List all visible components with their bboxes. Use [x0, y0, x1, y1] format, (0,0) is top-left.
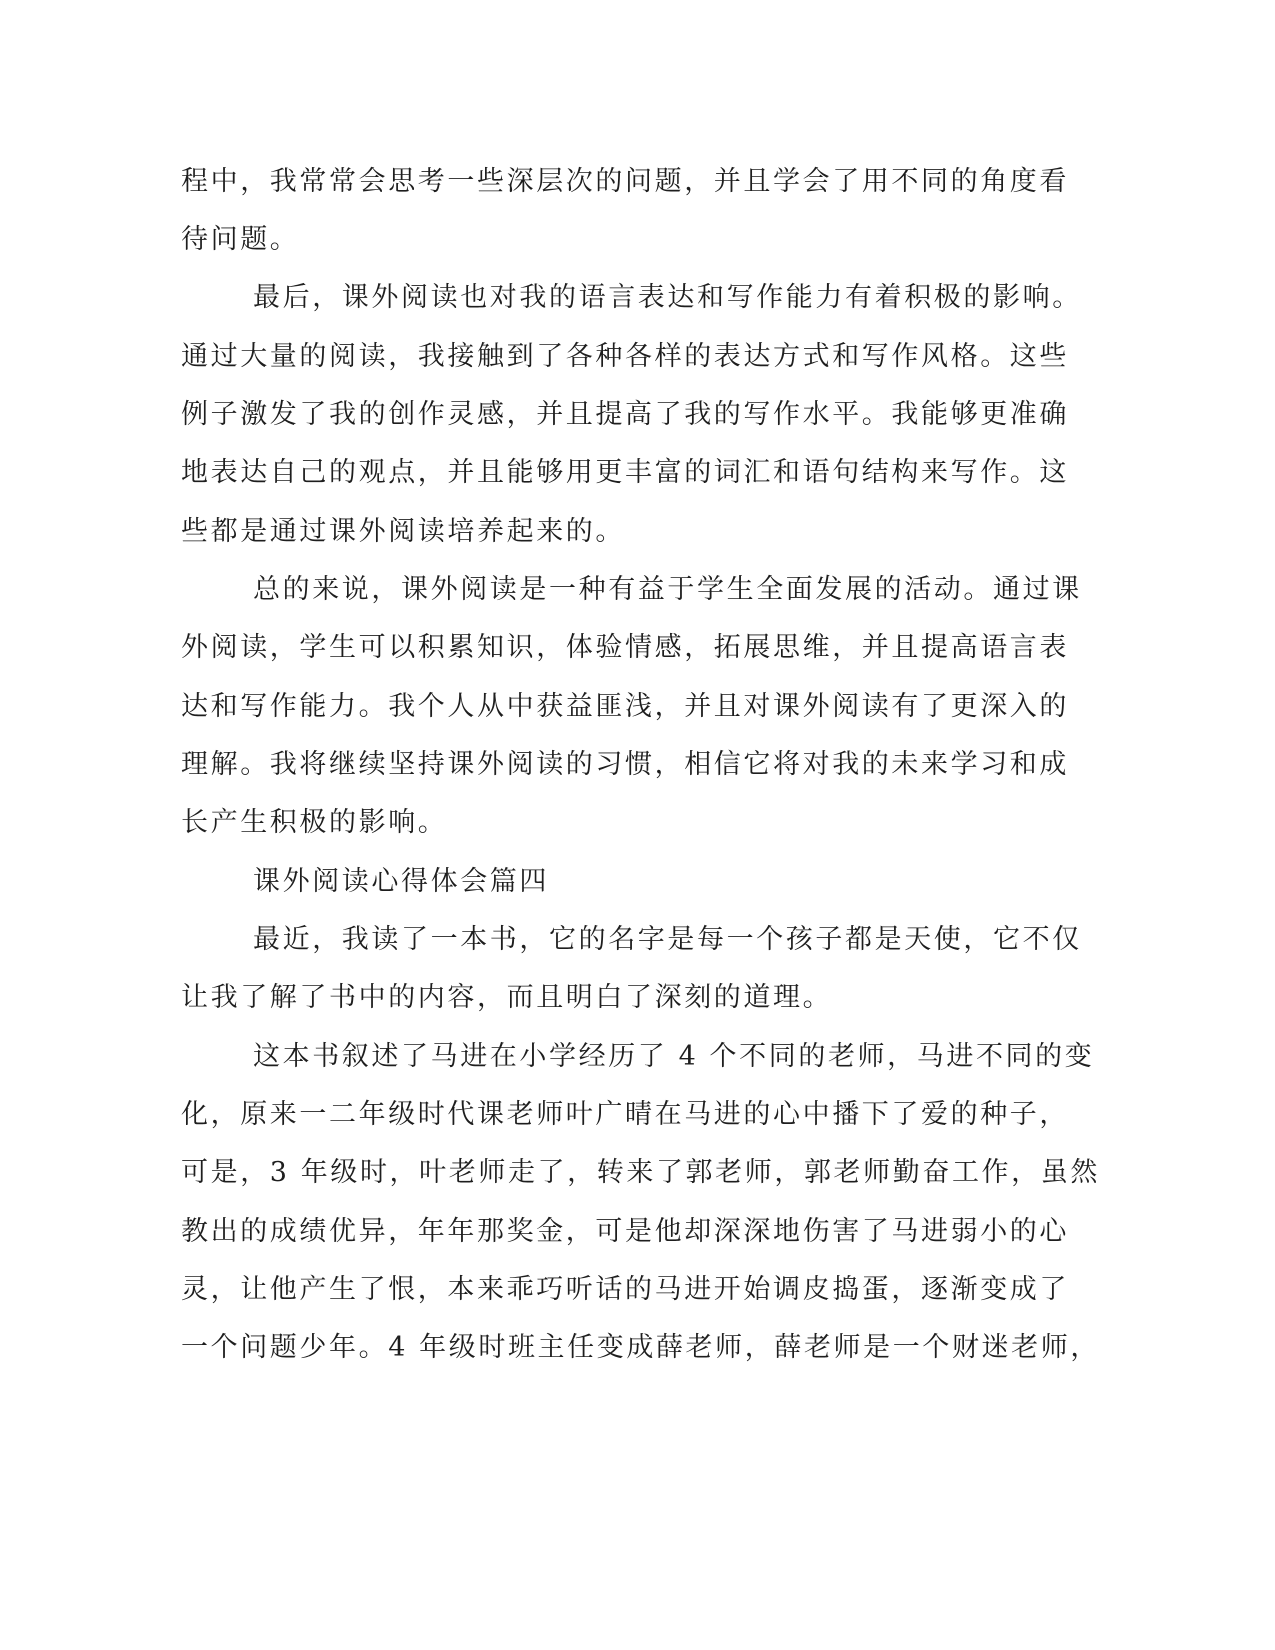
- text-line: 通过大量的阅读，我接触到了各种各样的表达方式和写作风格。这些: [181, 341, 1069, 372]
- text-line: 长产生积极的影响。: [181, 807, 448, 838]
- paragraph-first-line: 这本书叙述了马进在小学经历了 4 个不同的老师，马进不同的变: [253, 1041, 1095, 1072]
- text-line: 教出的成绩优异，年年那奖金，可是他却深深地伤害了马进弱小的心: [181, 1216, 1069, 1247]
- text-line: 些都是通过课外阅读培养起来的。: [181, 516, 625, 547]
- text-line: 让我了解了书中的内容，而且明白了深刻的道理。: [181, 982, 833, 1013]
- text-line: 待问题。: [181, 224, 300, 255]
- text-line: 一个问题少年。4 年级时班主任变成薛老师，薛老师是一个财迷老师，: [181, 1332, 1100, 1363]
- section-heading: 课外阅读心得体会篇四: [253, 866, 549, 897]
- text-line: 达和写作能力。我个人从中获益匪浅，并且对课外阅读有了更深入的: [181, 691, 1069, 722]
- text-line: 化，原来一二年级时代课老师叶广晴在马进的心中播下了爱的种子，: [181, 1099, 1069, 1130]
- paragraph-first-line: 最近，我读了一本书，它的名字是每一个孩子都是天使，它不仅: [253, 924, 1082, 955]
- text-line: 可是，3 年级时，叶老师走了，转来了郭老师，郭老师勤奋工作，虽然: [181, 1157, 1100, 1188]
- text-line: 例子激发了我的创作灵感，并且提高了我的写作水平。我能够更准确: [181, 399, 1069, 430]
- text-line: 理解。我将继续坚持课外阅读的习惯，相信它将对我的未来学习和成: [181, 749, 1069, 780]
- text-line: 外阅读，学生可以积累知识，体验情感，拓展思维，并且提高语言表: [181, 632, 1069, 663]
- text-line: 程中，我常常会思考一些深层次的问题，并且学会了用不同的角度看: [181, 166, 1069, 197]
- paragraph-first-line: 最后，课外阅读也对我的语言表达和写作能力有着积极的影响。: [253, 282, 1082, 313]
- text-line: 地表达自己的观点，并且能够用更丰富的词汇和语句结构来写作。这: [181, 457, 1069, 488]
- paragraph-first-line: 总的来说，课外阅读是一种有益于学生全面发展的活动。通过课: [253, 574, 1082, 605]
- text-line: 灵，让他产生了恨，本来乖巧听话的马进开始调皮捣蛋，逐渐变成了: [181, 1274, 1069, 1305]
